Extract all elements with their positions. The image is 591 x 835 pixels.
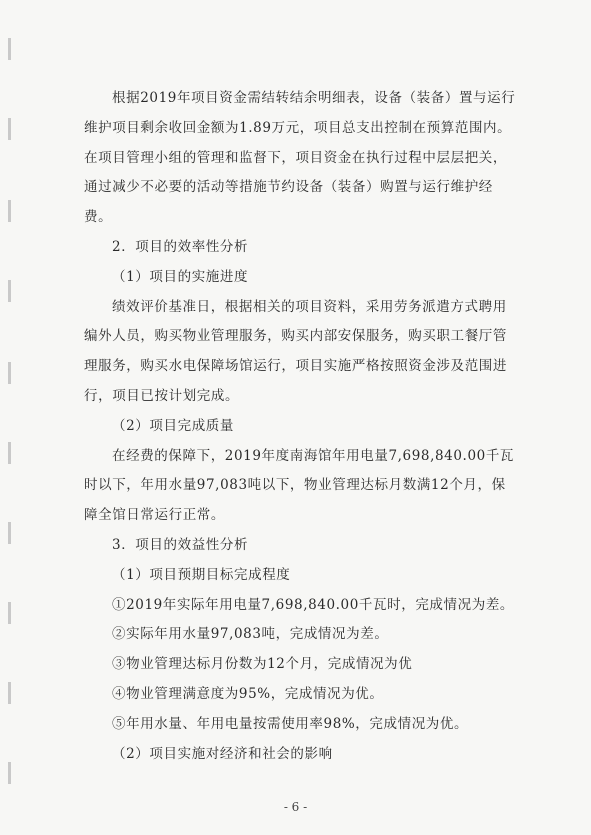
subheading-progress: （1）项目的实施进度 <box>112 268 249 285</box>
list-item: ②实际年用水量97,083吨，完成情况为差。 <box>112 626 389 643</box>
binding-mark <box>8 682 11 704</box>
binding-mark <box>8 522 11 544</box>
paragraph-fund-summary: 根据2019年项目资金需结转结余明细表，设备（装备）置与运行维护项目剩余收回金额为1.89万元，项目总支出控制在预算范围内。在项目管理小组的管理和监督下，项目资金在执行过程中层层把关，通过减少不必要的活动等措施节约设备（装备）购置与运行维护经费。 <box>84 90 516 226</box>
binding-mark <box>8 602 11 624</box>
list-item: ⑤年用水量、年用电量按需使用率98%，完成情况为优。 <box>112 715 469 732</box>
binding-mark <box>8 280 11 302</box>
binding-mark <box>8 118 11 140</box>
binding-mark <box>8 362 11 384</box>
list-item: ③物业管理达标月份数为12个月，完成情况为优 <box>112 656 413 673</box>
subheading-impact: （2）项目实施对经济和社会的影响 <box>112 745 333 762</box>
binding-mark <box>8 762 11 784</box>
binding-mark <box>8 200 11 222</box>
binding-mark <box>8 38 11 60</box>
subheading-goal-completion: （1）项目预期目标完成程度 <box>112 566 291 583</box>
paragraph-quality: 在经费的保障下，2019年度南海馆年用电量7,698,840.00千瓦时以下，年用水量97,083吨以下，物业管理达标月数满12个月，保障全馆日常运行正常。 <box>84 447 515 524</box>
subheading-quality: （2）项目完成质量 <box>112 417 234 434</box>
section-heading-effectiveness: 3．项目的效益性分析 <box>112 536 249 553</box>
list-item: ①2019年实际年用电量7,698,840.00千瓦时，完成情况为差。 <box>112 596 515 613</box>
list-item: ④物业管理满意度为95%，完成情况为优。 <box>112 685 384 702</box>
page-number: - 6 - <box>283 800 308 814</box>
binding-mark <box>8 442 11 464</box>
section-heading-efficiency: 2．项目的效率性分析 <box>112 238 249 255</box>
document-body <box>84 84 516 769</box>
paragraph-progress: 绩效评价基准日，根据相关的项目资料，采用劳务派遣方式聘用编外人员，购买物业管理服务，购买内部安保服务，购买职工餐厅管理服务，购买水电保障场馆运行，项目实施严格按照资金涉及范围进行，项目已按计划完成。 <box>84 298 507 404</box>
